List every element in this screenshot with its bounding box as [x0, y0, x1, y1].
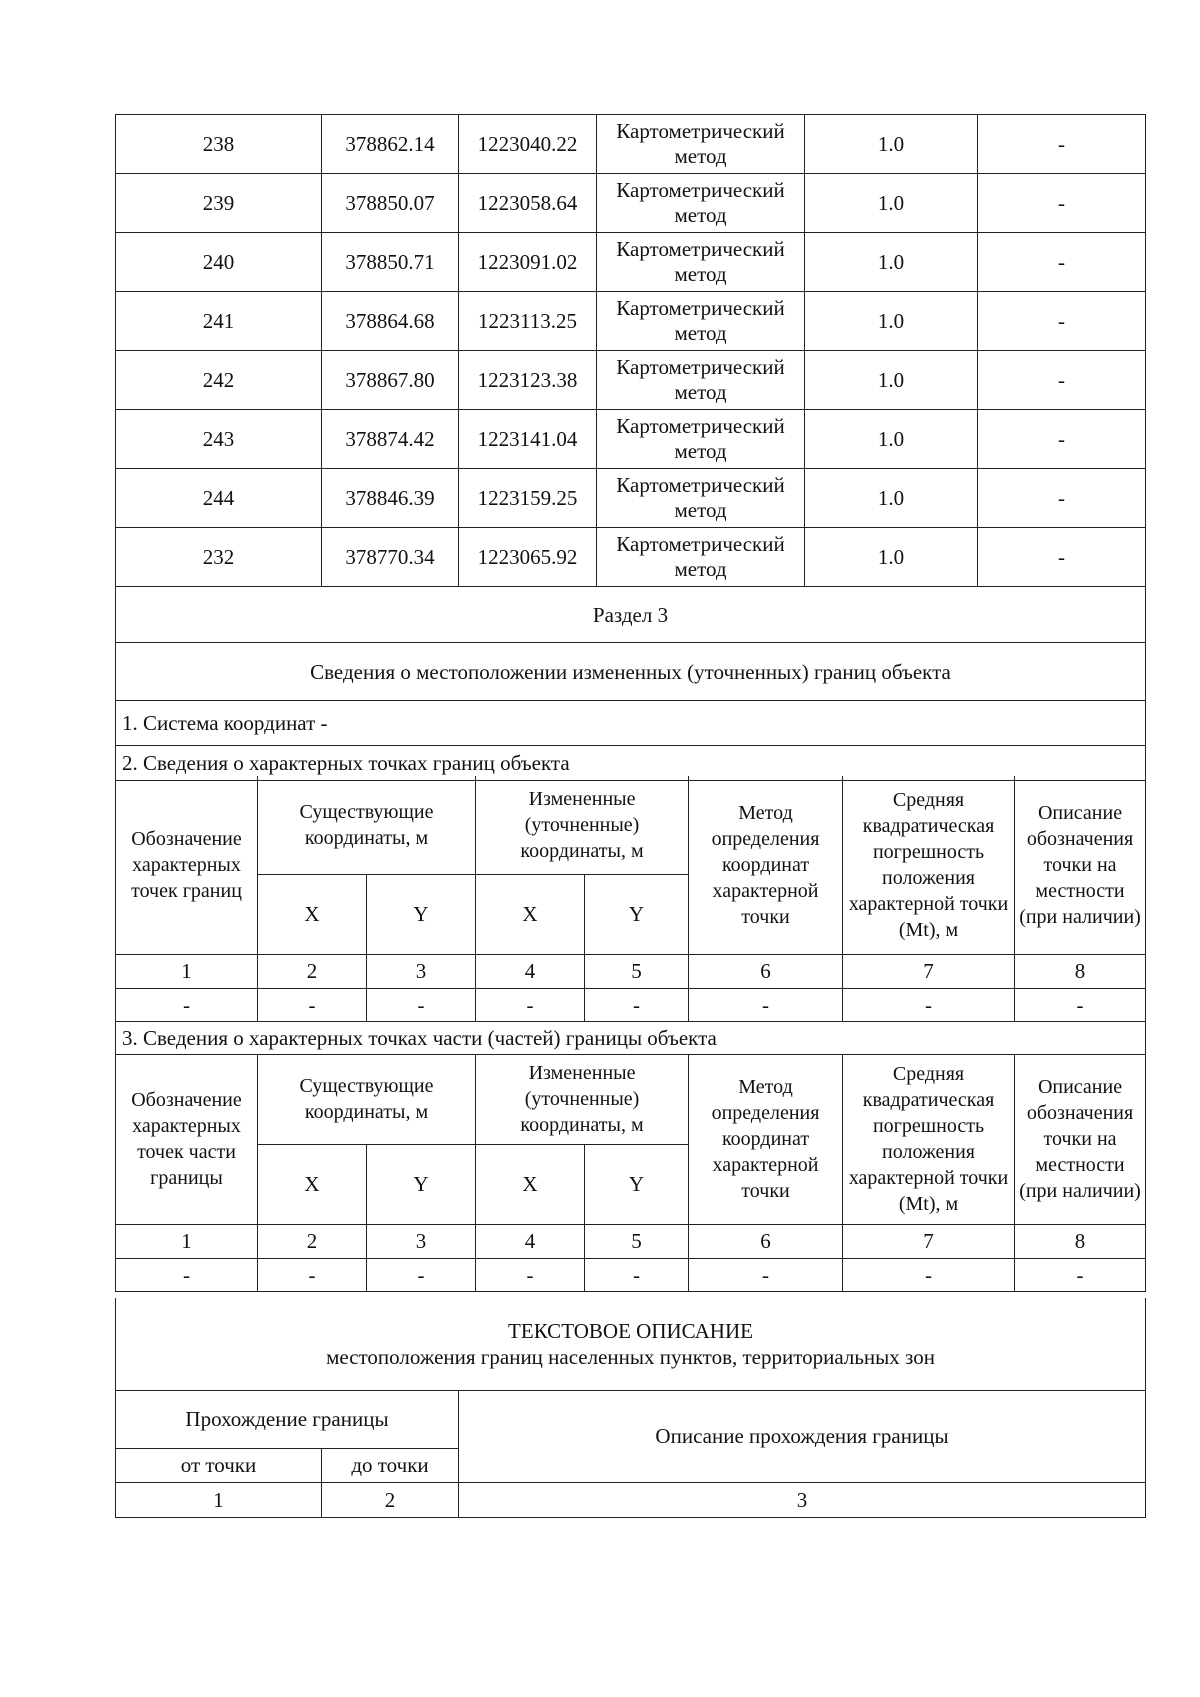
- header-method: Метод определения координат характерной точки: [689, 1054, 843, 1224]
- header-designation: Обозначение характерных точек границ: [116, 776, 258, 954]
- point-accuracy: 1.0: [805, 292, 978, 351]
- header-designation-part: Обозначение характерных точек части границы: [116, 1054, 258, 1224]
- point-id: 238: [116, 115, 322, 174]
- header-changed-y: Y: [585, 1144, 689, 1224]
- table-row: [116, 292, 1146, 351]
- col-num: 5: [585, 1224, 689, 1258]
- header-accuracy: Средняя квадратическая погрешность положения характерной точки (Mt), м: [843, 1054, 1015, 1224]
- point-x: 378867.80: [322, 351, 459, 410]
- col-num: 2: [258, 1224, 367, 1258]
- part-points-title: 3. Сведения о характерных точках части (частей) границы объекта: [116, 1021, 1146, 1054]
- header-description: Описание обозначения точки на местности (при наличии): [1015, 1054, 1146, 1224]
- empty-cell: -: [258, 1258, 367, 1291]
- col-num: 3: [459, 1482, 1146, 1517]
- point-description: -: [978, 469, 1146, 528]
- point-method: Картометрический метод: [597, 233, 805, 292]
- col-num: 1: [116, 1482, 322, 1517]
- header-existing-x: X: [258, 1144, 367, 1224]
- col-num: 4: [476, 954, 585, 988]
- point-x: 378850.07: [322, 174, 459, 233]
- point-accuracy: 1.0: [805, 233, 978, 292]
- col-num: 6: [689, 1224, 843, 1258]
- empty-cell: -: [585, 1258, 689, 1291]
- table-row: [116, 174, 1146, 233]
- point-x: 378864.68: [322, 292, 459, 351]
- point-id: 239: [116, 174, 322, 233]
- coord-system: 1. Система координат -: [116, 701, 1146, 746]
- point-y: 1223113.25: [459, 292, 597, 351]
- point-x: 378862.14: [322, 115, 459, 174]
- col-num: 7: [843, 1224, 1015, 1258]
- col-num: 4: [476, 1224, 585, 1258]
- point-y: 1223141.04: [459, 410, 597, 469]
- table-row: [116, 469, 1146, 528]
- point-id: 232: [116, 528, 322, 587]
- from-point-header: от точки: [116, 1448, 322, 1482]
- text-description-heading: [116, 1298, 1146, 1390]
- col-num: 1: [116, 1224, 258, 1258]
- col-num: 5: [585, 954, 689, 988]
- points-table: [115, 114, 1146, 781]
- col-num: 7: [843, 954, 1015, 988]
- point-id: 243: [116, 410, 322, 469]
- point-description: -: [978, 174, 1146, 233]
- point-x: 378846.39: [322, 469, 459, 528]
- header-changed: Измененные (уточненные) координаты, м: [476, 1054, 689, 1144]
- point-description: -: [978, 351, 1146, 410]
- table-row: [116, 115, 1146, 174]
- point-accuracy: 1.0: [805, 410, 978, 469]
- point-id: 244: [116, 469, 322, 528]
- point-y: 1223058.64: [459, 174, 597, 233]
- point-description: -: [978, 410, 1146, 469]
- section-subtitle: Сведения о местоположении измененных (уточненных) границ объекта: [116, 643, 1146, 701]
- col-num: 3: [367, 1224, 476, 1258]
- point-method: Картометрический метод: [597, 351, 805, 410]
- table-row: [116, 351, 1146, 410]
- col-num: 6: [689, 954, 843, 988]
- point-x: 378770.34: [322, 528, 459, 587]
- header-existing-x: X: [258, 874, 367, 954]
- col-num: 8: [1015, 1224, 1146, 1258]
- point-method: Картометрический метод: [597, 528, 805, 587]
- passage-header: Прохождение границы: [116, 1390, 459, 1448]
- point-x: 378850.71: [322, 233, 459, 292]
- point-method: Картометрический метод: [597, 174, 805, 233]
- point-id: 241: [116, 292, 322, 351]
- point-description: -: [978, 528, 1146, 587]
- point-method: Картометрический метод: [597, 115, 805, 174]
- empty-cell: -: [585, 988, 689, 1021]
- point-description: -: [978, 233, 1146, 292]
- empty-cell: -: [689, 1258, 843, 1291]
- point-y: 1223123.38: [459, 351, 597, 410]
- header-existing: Существующие координаты, м: [258, 1054, 476, 1144]
- header-changed-y: Y: [585, 874, 689, 954]
- empty-cell: -: [843, 1258, 1015, 1291]
- header-description: Описание обозначения точки на местности (при наличии): [1015, 776, 1146, 954]
- empty-cell: -: [367, 1258, 476, 1291]
- header-existing-y: Y: [367, 1144, 476, 1224]
- header-changed-x: X: [476, 874, 585, 954]
- points-body: [116, 115, 1146, 587]
- point-id: 240: [116, 233, 322, 292]
- header-changed-x: X: [476, 1144, 585, 1224]
- point-description: -: [978, 115, 1146, 174]
- text-description-subtitle: местоположения границ населенных пунктов, территориальных зон: [326, 1344, 935, 1369]
- header-existing-y: Y: [367, 874, 476, 954]
- point-accuracy: 1.0: [805, 351, 978, 410]
- point-y: 1223159.25: [459, 469, 597, 528]
- point-accuracy: 1.0: [805, 115, 978, 174]
- table-row: [116, 528, 1146, 587]
- header-existing: Существующие координаты, м: [258, 776, 476, 874]
- table-row: [116, 410, 1146, 469]
- empty-cell: -: [689, 988, 843, 1021]
- to-point-header: до точки: [322, 1448, 459, 1482]
- empty-cell: -: [258, 988, 367, 1021]
- point-method: Картометрический метод: [597, 469, 805, 528]
- header-changed: Измененные (уточненные) координаты, м: [476, 776, 689, 874]
- col-num: 8: [1015, 954, 1146, 988]
- point-y: 1223091.02: [459, 233, 597, 292]
- passage-description-header: Описание прохождения границы: [459, 1390, 1146, 1482]
- empty-cell: -: [367, 988, 476, 1021]
- empty-cell: -: [116, 988, 258, 1021]
- point-description: -: [978, 292, 1146, 351]
- col-num: 1: [116, 954, 258, 988]
- header-accuracy: Средняя квадратическая погрешность положения характерной точки (Mt), м: [843, 776, 1015, 954]
- point-x: 378874.42: [322, 410, 459, 469]
- point-accuracy: 1.0: [805, 174, 978, 233]
- boundary-table: [115, 776, 1146, 1292]
- boundary-points-title: 2. Сведения о характерных точках границ объекта: [116, 746, 1146, 781]
- point-method: Картометрический метод: [597, 410, 805, 469]
- empty-cell: -: [1015, 988, 1146, 1021]
- empty-cell: -: [476, 1258, 585, 1291]
- empty-cell: -: [843, 988, 1015, 1021]
- point-accuracy: 1.0: [805, 528, 978, 587]
- col-num: 3: [367, 954, 476, 988]
- point-y: 1223040.22: [459, 115, 597, 174]
- point-accuracy: 1.0: [805, 469, 978, 528]
- text-description-title: ТЕКСТОВОЕ ОПИСАНИЕ: [508, 1318, 753, 1343]
- table-row: [116, 233, 1146, 292]
- point-y: 1223065.92: [459, 528, 597, 587]
- section-title: Раздел 3: [116, 587, 1146, 643]
- point-method: Картометрический метод: [597, 292, 805, 351]
- empty-cell: -: [116, 1258, 258, 1291]
- empty-cell: -: [1015, 1258, 1146, 1291]
- point-id: 242: [116, 351, 322, 410]
- col-num: 2: [258, 954, 367, 988]
- col-num: 2: [322, 1482, 459, 1517]
- empty-cell: -: [476, 988, 585, 1021]
- text-description-table: [115, 1298, 1146, 1518]
- header-method: Метод определения координат характерной точки: [689, 776, 843, 954]
